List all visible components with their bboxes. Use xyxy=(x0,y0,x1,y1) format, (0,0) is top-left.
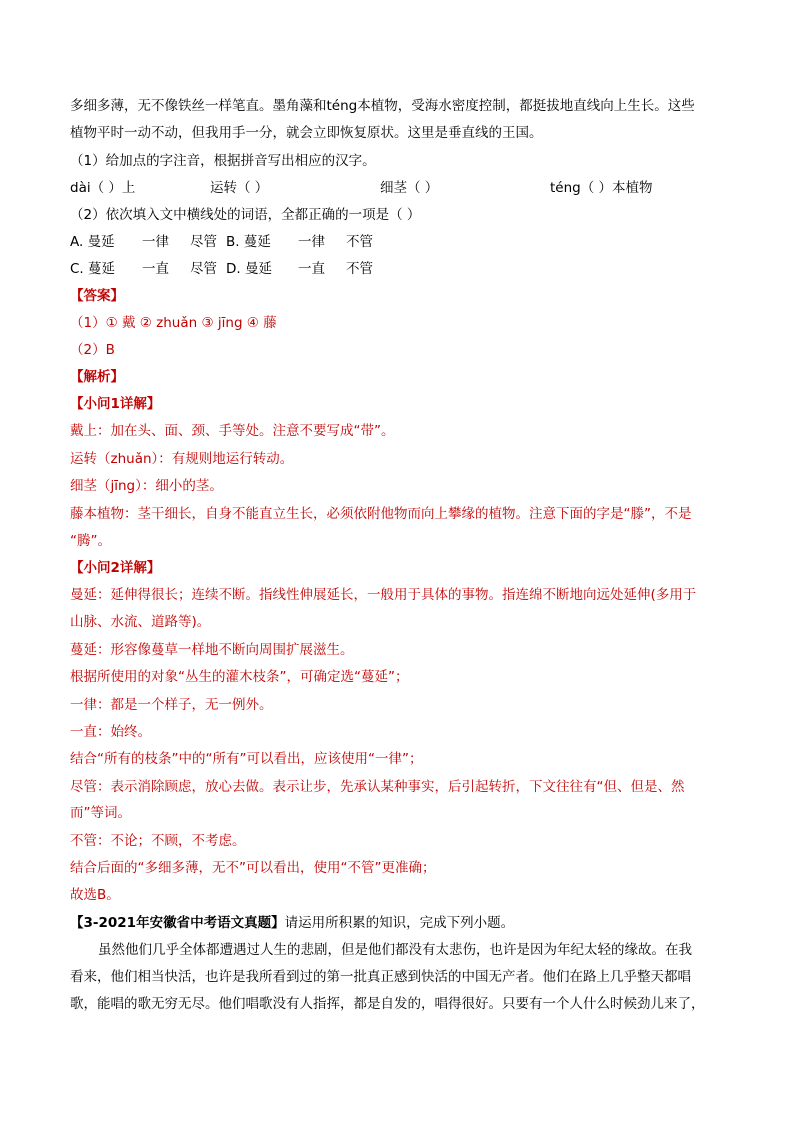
analysis-sub2-line: 不管：不论；不顾，不考虑。 xyxy=(70,833,246,849)
option-d-word2: 一直 xyxy=(298,261,325,277)
analysis-sub2-line: 曼延：延伸得很长；连续不断。指线性伸展延长，一般用于具体的事物。指连绵不断地向远处延伸(多用于 xyxy=(70,587,697,603)
analysis-sub1-heading: 【小问1详解】 xyxy=(70,396,161,412)
analysis-sub2-line: 蔓延：形容像蔓草一样地不断向周围扩展滋生。 xyxy=(70,642,354,658)
analysis-heading: 【解析】 xyxy=(70,369,124,385)
option-d-word3: 不管 xyxy=(346,261,373,277)
question-2-options-ab xyxy=(70,232,373,252)
passage-line-1: 多细多薄，无不像铁丝一样笔直。墨角藻和téng本植物，受海水密度控制，都挺拔地直线向上生长。这些 xyxy=(70,98,695,114)
reading-passage-line: 歌，能唱的歌无穷无尽。他们唱歌没有人指挥，都是自发的，唱得很好。只要有一个人什么时候劲儿来了， xyxy=(70,996,705,1012)
next-question-header xyxy=(70,913,514,933)
question-1-items xyxy=(70,178,653,198)
analysis-sub2-line: 一直：始终。 xyxy=(70,724,151,740)
option-d-word1: D. 曼延 xyxy=(226,261,272,277)
option-b-word1: B. 蔓延 xyxy=(226,234,271,250)
analysis-sub1-line: 细茎（jīng）：细小的茎。 xyxy=(70,478,223,494)
analysis-sub1-line: 运转（zhuǎn）：有规则地运行转动。 xyxy=(70,451,294,467)
passage-line-2: 植物平时一动不动，但我用手一分，就会立即恢复原状。这里是垂直线的王国。 xyxy=(70,125,543,141)
reading-passage-line: 看来，他们相当快活，也许是我所看到过的第一批真正感到快活的中国无产者。他们在路上几乎整天都唱 xyxy=(70,969,691,985)
q1-item-teng: téng（ ）本植物 xyxy=(550,180,653,196)
option-c-word1: C. 蔓延 xyxy=(70,261,116,277)
analysis-sub2-line: 而”等词。 xyxy=(70,805,131,821)
analysis-sub1-line: 戴上：加在头、面、颈、手等处。注意不要写成“带”。 xyxy=(70,423,395,439)
q1-item-yunzhuan: 运转（ ） xyxy=(210,180,269,196)
analysis-sub2-line: 结合后面的“多细多薄，无不”可以看出，使用“不管”更准确； xyxy=(70,860,436,876)
question-2-options-cd xyxy=(70,259,373,279)
q1-item-dai: dài（ ）上 xyxy=(70,180,136,196)
question-instruction: 请运用所积累的知识，完成下列小题。 xyxy=(284,915,515,931)
answer-part-2: （2）B xyxy=(70,342,115,358)
analysis-sub2-line: 山脉、水流、道路等)。 xyxy=(70,614,211,630)
answer-heading: 【答案】 xyxy=(70,288,124,304)
option-b-word3: 不管 xyxy=(346,234,373,250)
question-2-prompt: （2）依次填入文中横线处的词语，全都正确的一项是（ ） xyxy=(70,207,421,223)
analysis-sub1-line: 藤本植物：茎干细长，自身不能直立生长，必须依附他物而向上攀缘的植物。注意下面的字是“滕”，不是 xyxy=(70,506,692,522)
option-a-word2: 一律 xyxy=(142,234,169,250)
analysis-sub2-line: 故选B。 xyxy=(70,887,120,903)
analysis-sub2-line: 尽管：表示消除顾虑，放心去做。表示让步，先承认某种事实，后引起转折，下文往往有“但、但是、然 xyxy=(70,779,685,795)
option-c-word3: 尽管 xyxy=(190,261,217,277)
answer-part-1: （1）① 戴 ② zhuǎn ③ jīng ④ 藤 xyxy=(70,315,277,331)
option-a-word3: 尽管 xyxy=(190,234,217,250)
analysis-sub2-line: 根据所使用的对象“丛生的灌木枝条”，可确定选“蔓延”； xyxy=(70,669,409,685)
option-b-word2: 一律 xyxy=(298,234,325,250)
q1-item-xijing: 细茎（ ） xyxy=(380,180,439,196)
analysis-sub2-line: 结合“所有的枝条”中的“所有”可以看出，应该使用“一律”； xyxy=(70,751,423,767)
reading-passage-line: 虽然他们几乎全体都遭遇过人生的悲剧，但是他们都没有太悲伤，也许是因为年纪太轻的缘故。在我 xyxy=(98,942,692,958)
analysis-sub1-line: “腾”。 xyxy=(70,533,111,549)
question-source-tag: 【3-2021年安徽省中考语文真题】 xyxy=(70,915,285,931)
analysis-sub2-line: 一律：都是一个样子，无一例外。 xyxy=(70,697,273,713)
analysis-sub2-heading: 【小问2详解】 xyxy=(70,560,161,576)
option-a-word1: A. 曼延 xyxy=(70,234,115,250)
question-1-prompt: （1）给加点的字注音，根据拼音写出相应的汉字。 xyxy=(70,153,376,169)
option-c-word2: 一直 xyxy=(142,261,169,277)
